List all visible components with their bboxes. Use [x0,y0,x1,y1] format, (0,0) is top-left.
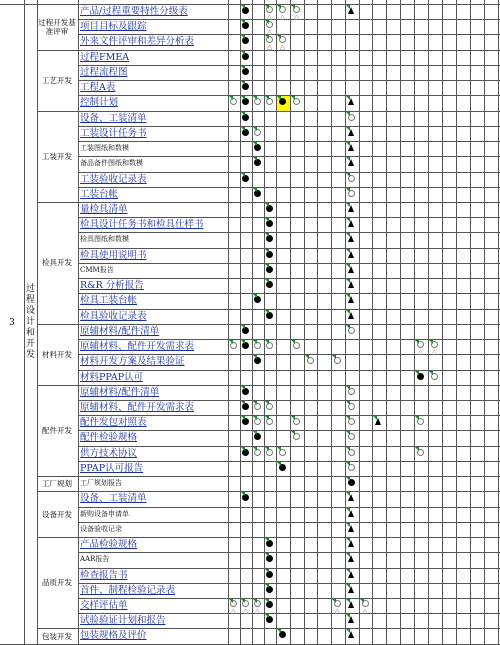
grid-vline [304,0,305,645]
corner-tick [346,142,350,146]
corner-tick [346,112,350,116]
corner-tick [265,96,269,100]
group-label [38,202,76,324]
corner-tick [265,401,269,405]
document-link[interactable]: 外来文件评审和差异分析表 [80,36,195,48]
corner-tick [277,629,281,633]
document-link[interactable]: 配件发包对照表 [80,417,147,429]
grid-vline [428,0,429,645]
corner-tick [429,371,433,375]
corner-tick [346,173,350,177]
corner-tick [241,51,245,55]
review-triangle-icon: △ [417,348,424,357]
corner-tick [253,127,257,131]
corner-tick [265,279,269,283]
corner-tick [241,112,245,116]
corner-tick [415,340,419,344]
review-triangle-icon: △ [362,606,368,615]
document-link[interactable]: 工装验收记录表 [80,173,147,185]
review-triangle-icon: △ [266,13,273,21]
document-link[interactable]: 原辅材料/配件清单 [80,325,160,337]
group-label [38,476,76,491]
group-label-text: 过程开发基准评审 [38,17,76,36]
corner-tick [241,325,245,329]
corner-tick [277,447,281,451]
corner-tick [346,157,350,161]
document-label: 新购设备申请单 [80,509,129,518]
corner-tick [265,614,269,618]
corner-tick [332,355,336,359]
corner-tick [229,599,233,603]
document-link[interactable]: 配件检验规格 [80,432,138,444]
corner-tick [346,523,350,527]
corner-tick [305,355,309,359]
document-link[interactable]: 检具工装台帐 [80,295,138,307]
document-label: 设备验收记录 [80,524,122,533]
corner-tick [253,294,257,298]
corner-tick [265,5,269,9]
corner-tick [346,279,350,283]
group-label [38,628,76,643]
corner-tick [265,447,269,451]
group-label-text: 检具开发 [42,258,72,268]
corner-tick [253,447,257,451]
corner-tick [346,584,350,588]
corner-tick [241,127,245,131]
grid-vline [456,0,457,645]
document-link[interactable]: 检查报告书 [80,569,128,581]
corner-tick [346,553,350,557]
corner-tick [265,20,269,24]
corner-tick [265,553,269,557]
phase-number-cell [0,0,24,645]
document-link[interactable]: 原辅材料、配件开发需求表 [80,401,195,413]
grid-vline [372,0,373,645]
corner-tick [415,447,419,451]
corner-tick [346,431,350,435]
corner-tick [253,188,257,192]
grid-vline [359,0,360,645]
corner-tick [265,203,269,207]
corner-tick [346,127,350,131]
document-link[interactable]: 检具验收记录表 [80,310,147,322]
group-label [38,491,76,537]
grid-vline [400,0,401,645]
corner-tick [253,416,257,420]
corner-tick [346,310,350,314]
corner-tick [229,340,233,344]
corner-tick [253,401,257,405]
corner-tick [346,294,350,298]
corner-tick [277,96,281,100]
corner-tick [241,173,245,177]
corner-tick [346,203,350,207]
review-triangle-icon: △ [242,606,249,615]
corner-tick [346,325,350,329]
corner-tick [265,233,269,237]
corner-tick [346,629,350,633]
corner-tick [346,599,350,603]
grid-vline [78,0,79,645]
grid-vline [331,0,332,645]
corner-tick [346,462,350,466]
corner-tick [241,447,245,451]
corner-tick [241,96,245,100]
document-link[interactable]: 量检具清单 [80,203,128,215]
group-label-text: 工艺开发 [42,75,72,85]
document-link[interactable]: 设备、工装清单 [80,112,147,124]
corner-tick [291,416,295,420]
review-triangle-icon: △ [254,606,261,615]
corner-tick [265,35,269,39]
document-label: 工厂规划报告 [80,479,122,488]
group-label [38,111,76,202]
document-link[interactable]: 原辅材料、配件开发需求表 [80,341,195,353]
group-label-text: 设备开发 [42,509,72,519]
grid-vline [414,0,415,645]
group-label [38,537,76,628]
document-link[interactable]: R&R 分析报告 [80,280,144,292]
group-label-text: 工厂规划 [42,479,72,489]
document-label: CMM报告 [80,265,114,274]
group-label-text: 配件开发 [42,425,72,435]
grid-vline [484,0,485,645]
review-triangle-icon: △ [266,43,273,52]
document-link[interactable]: 原辅材料/配件清单 [80,386,160,398]
corner-tick [346,538,350,542]
grid-vline [498,0,499,645]
corner-tick [429,340,433,344]
corner-tick [346,249,350,253]
corner-tick [277,462,281,466]
corner-tick [229,96,233,100]
group-label-text: 工装开发 [42,151,72,161]
stage-label-cell [24,0,37,645]
corner-tick [291,340,295,344]
document-link[interactable]: 过程流程图 [80,66,128,78]
corner-tick [373,416,377,420]
stage-label: 过程设计和开发 [26,284,36,360]
corner-tick [415,371,419,375]
corner-tick [253,157,257,161]
review-triangle-icon: △ [279,13,286,21]
corner-tick [346,492,350,496]
document-link[interactable]: 工装设计任务书 [80,127,147,139]
corner-tick [253,340,257,344]
corner-tick [241,5,245,9]
corner-tick [265,249,269,253]
corner-tick [253,355,257,359]
review-triangle-icon: △ [230,606,237,615]
corner-tick [346,508,350,512]
corner-tick [346,218,350,222]
corner-tick [346,614,350,618]
corner-tick [241,35,245,39]
document-link[interactable]: 产品/过程重要特性分级表 [80,6,188,17]
corner-tick [253,142,257,146]
group-label [38,385,76,476]
document-label: AAR报告 [80,555,110,564]
review-triangle-icon: △ [266,28,273,37]
corner-tick [346,188,350,192]
document-link[interactable]: 包装规格及评价 [80,630,147,642]
phase-number: 3 [9,317,15,328]
corner-tick [253,431,257,435]
corner-tick [346,264,350,268]
corner-tick [265,218,269,222]
corner-tick [241,492,245,496]
document-link[interactable]: 控制计划 [80,97,119,109]
corner-tick [253,96,257,100]
grid-vline [470,0,471,645]
corner-tick [253,599,257,603]
document-link[interactable]: 产品检验规格 [80,539,138,551]
group-label [38,324,76,385]
corner-tick [277,35,281,39]
corner-tick [346,5,350,9]
corner-tick [241,340,245,344]
document-link[interactable]: 供方技术协议 [80,447,138,459]
corner-tick [265,569,269,573]
grid-vline [317,0,318,645]
document-link[interactable]: 工装台帐 [80,188,119,200]
document-label: 备品备件图纸和数模 [80,159,143,168]
corner-tick [346,447,350,451]
corner-tick [291,96,295,100]
corner-tick [265,599,269,603]
corner-tick [346,477,350,481]
corner-tick [265,340,269,344]
grid-vline [24,0,25,645]
document-link[interactable]: 材料开发方案及结果验证 [80,356,185,368]
document-link[interactable]: 材料PPAP认可 [80,371,144,383]
corner-tick [241,81,245,85]
corner-tick [265,416,269,420]
corner-tick [241,20,245,24]
review-triangle-icon: △ [279,43,286,52]
document-link[interactable]: 工程A表 [80,82,116,94]
corner-tick [346,96,350,100]
corner-tick [265,264,269,268]
review-triangle-icon: △ [334,606,341,615]
corner-tick [332,599,336,603]
document-link[interactable]: 首件、制程检验记录表 [80,584,176,596]
document-link[interactable]: 检具使用说明书 [80,249,147,261]
review-triangle-icon: △ [431,348,438,357]
corner-tick [360,599,364,603]
corner-tick [291,5,295,9]
document-link[interactable]: 过程FMEA [80,51,130,63]
document-label: 检具图纸和数模 [80,235,129,244]
corner-tick [241,66,245,70]
document-link[interactable]: 交样评估单 [80,599,128,611]
group-label [38,4,76,50]
corner-tick [241,386,245,390]
corner-tick [241,401,245,405]
corner-tick [291,431,295,435]
corner-tick [277,5,281,9]
document-label: 工装图纸和数模 [80,144,129,153]
grid-vline [442,0,443,645]
group-label-text: 品质开发 [42,578,72,588]
group-label [38,50,76,111]
corner-tick [346,416,350,420]
corner-tick [346,569,350,573]
document-link[interactable]: 设备、工装清单 [80,493,147,505]
corner-tick [346,401,350,405]
corner-tick [265,538,269,542]
document-link[interactable]: PPAP认可报告 [80,462,144,474]
corner-tick [241,599,245,603]
corner-tick [346,233,350,237]
group-label-text: 包装开发 [42,631,72,641]
corner-tick [265,310,269,314]
corner-tick [415,416,419,420]
document-link[interactable]: 检具设计任务书和检具仕样书 [80,219,204,231]
corner-tick [265,584,269,588]
grid-vline [386,0,387,645]
corner-tick [241,416,245,420]
review-triangle-icon: △ [293,13,300,21]
corner-tick [346,386,350,390]
document-link[interactable]: 项目目标及跟踪 [80,21,147,33]
document-link[interactable]: 试验验证计划和报告 [80,615,166,627]
group-label-text: 材料开发 [42,349,72,359]
